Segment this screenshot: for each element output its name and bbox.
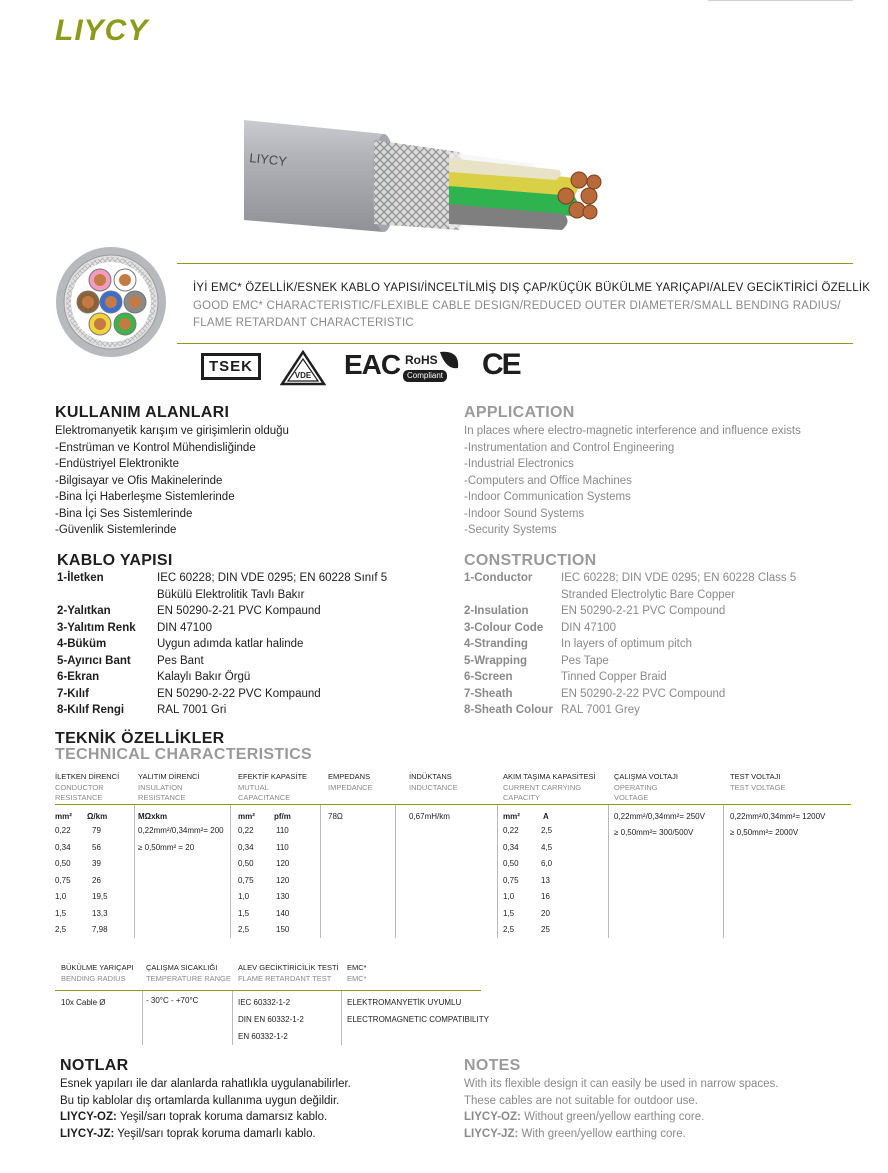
table-header: TEST VOLTAJI TEST VOLTAGE bbox=[730, 772, 786, 792]
unit-label: A bbox=[543, 812, 549, 821]
construction-row: 1-İletken IEC 60228; DIN VDE 0295; EN 60228 Sınıf 5 Bükülü Elektrolitik Tavlı Bakır bbox=[57, 572, 388, 601]
note-variant: LIYCY-JZ: With green/yellow earthing core. bbox=[464, 1127, 686, 1140]
insulation-value: 0,22mm²/0,34mm²= 200 bbox=[138, 826, 224, 835]
construction-heading-en: CONSTRUCTION bbox=[464, 552, 597, 569]
resistance-value: 7,98 bbox=[92, 925, 108, 934]
notes-tr bbox=[60, 1076, 351, 1142]
note-variant: LIYCY-OZ: Without green/yellow earthing core. bbox=[464, 1111, 705, 1123]
section-value: 0,50 bbox=[503, 859, 519, 868]
table-header: BÜKÜLME YARIÇAPI BENDING RADIUS bbox=[61, 963, 134, 983]
current-value: 2,5 bbox=[541, 826, 553, 835]
section-value: 0,34 bbox=[503, 842, 519, 852]
capacitance-value: 120 bbox=[276, 859, 290, 868]
table-header: İNDÜKTANS INDUCTANCE bbox=[409, 772, 458, 792]
list-item: In places where electro-magnetic interference and influence exists bbox=[464, 425, 801, 437]
list-item: -Industrial Electronics bbox=[464, 458, 574, 470]
rohs-logo: RoHS Compliant bbox=[402, 350, 464, 386]
cable-print-text: LIYCY bbox=[248, 150, 288, 169]
construction-row: 4-Büküm Uygun adımda katlar halinde bbox=[57, 638, 304, 650]
current-value: 25 bbox=[541, 925, 550, 934]
resistance-value: 39 bbox=[92, 859, 101, 868]
list-item: -Bilgisayar ve Ofis Makinelerinde bbox=[55, 474, 223, 487]
construction-heading-tr: KABLO YAPISI bbox=[57, 552, 173, 569]
notes-heading-en: NOTES bbox=[464, 1057, 521, 1074]
emc-value: ELECTROMAGNETIC COMPATIBILITY bbox=[347, 1015, 489, 1024]
construction-row: 5-Wrapping Pes Tape bbox=[464, 654, 609, 667]
resistance-value: 19,5 bbox=[92, 892, 108, 901]
table-header: ÇALIŞMA VOLTAJI OPERATING VOLTAGE bbox=[614, 772, 678, 802]
section-value: 0,50 bbox=[238, 859, 254, 868]
test-voltage-value: ≥ 0,50mm²= 2000V bbox=[730, 828, 799, 837]
list-item: -Endüstriyel Elektronikte bbox=[55, 458, 179, 470]
capacitance-value: 110 bbox=[276, 826, 289, 835]
insulation-value: ≥ 0,50mm² = 20 bbox=[138, 843, 195, 852]
product-title: LIYCY bbox=[55, 14, 149, 47]
unit-label: mm² bbox=[238, 812, 255, 821]
technical-heading-tr: TEKNİK ÖZELLİKLER bbox=[55, 730, 225, 747]
features-bottom-rule bbox=[177, 343, 853, 344]
resistance-value: 56 bbox=[92, 842, 101, 852]
list-item: -Bina İçi Haberleşme Sistemlerinde bbox=[55, 491, 235, 503]
construction-row: 8-Kılıf Rengi RAL 7001 Gri bbox=[57, 704, 227, 716]
usage-heading-tr: KULLANIM ALANLARI bbox=[55, 404, 230, 421]
temperature-value: - 30°C - +70°C bbox=[146, 996, 199, 1005]
note-line: Bu tip kablolar dış ortamlarda kullanıma uygun değildir. bbox=[60, 1094, 340, 1107]
capacitance-value: 120 bbox=[276, 875, 290, 885]
table-header: EFEKTİF KAPASİTE MUTUAL CAPACITANCE bbox=[238, 772, 308, 802]
vde-logo bbox=[280, 350, 326, 386]
capacitance-value: 140 bbox=[276, 908, 290, 918]
emc-value: ELEKTROMANYETİK UYUMLU bbox=[347, 998, 462, 1007]
note-line: Esnek yapıları ile dar alanlarda rahatlıkla uygulanabilirler. bbox=[60, 1078, 351, 1090]
section-value: 1,0 bbox=[55, 892, 67, 901]
capacitance-value: 130 bbox=[276, 892, 290, 901]
list-item: -Bina İçi Ses Sistemlerinde bbox=[55, 507, 193, 520]
capacitance-value: 110 bbox=[276, 842, 289, 852]
notes-en bbox=[464, 1076, 779, 1142]
section-value: 0,22 bbox=[55, 826, 71, 835]
resistance-value: 79 bbox=[92, 826, 101, 835]
section-value: 0,22 bbox=[503, 826, 519, 835]
section-value: 0,75 bbox=[55, 875, 71, 885]
note-variant: LIYCY-OZ: Yeşil/sarı toprak koruma damarsız kablo. bbox=[60, 1111, 328, 1123]
section-value: 1,0 bbox=[238, 892, 250, 901]
note-line: With its flexible design it can easily be used in narrow spaces. bbox=[464, 1078, 779, 1090]
flame-test-value: IEC 60332-1-2 bbox=[238, 998, 291, 1007]
usage-list-en bbox=[464, 423, 801, 539]
notes-heading-tr: NOTLAR bbox=[60, 1057, 129, 1074]
construction-row: 3-Yalıtım Renk DIN 47100 bbox=[57, 621, 212, 634]
capacitance-value: 150 bbox=[276, 925, 290, 934]
construction-row: 2-Insulation EN 50290-2-21 PVC Compound bbox=[464, 605, 726, 617]
impedance-value: 78Ω bbox=[328, 812, 343, 821]
resistance-value: 26 bbox=[92, 875, 101, 885]
technical-heading-en: TECHNICAL CHARACTERISTICS bbox=[55, 746, 312, 763]
list-item: -Instrumentation and Control Engineering bbox=[464, 441, 675, 454]
section-value: 0,75 bbox=[503, 875, 519, 885]
features-en: GOOD EMC* CHARACTERISTIC/FLEXIBLE CABLE DESIGN/REDUCED OUTER DIAMETER/SMALL BENDING RADIUS/ FLAME RETARDANT CHARACTERISTIC bbox=[193, 300, 841, 329]
section-value: 0,34 bbox=[55, 842, 71, 852]
inductance-value: 0,67mH/km bbox=[409, 812, 450, 821]
section-value: 1,0 bbox=[503, 892, 515, 901]
features-tr: İYİ EMC* ÖZELLİK/ESNEK KABLO YAPISI/İNCELTİLMİŞ DIŞ ÇAP/KÜÇÜK BÜKÜLME YARIÇAPI/ALEV GECİKTİRİCİ ÖZELLİK bbox=[193, 282, 871, 294]
table-header: ALEV GECİKTİRİCİLİK TESTİ FLAME RETARDANT TEST bbox=[238, 963, 339, 983]
unit-label: Ω/km bbox=[87, 812, 108, 821]
construction-row: 1-Conductor IEC 60228; DIN VDE 0295; EN 60228 Class 5 Stranded Electrolytic Bare Copper bbox=[464, 572, 797, 601]
construction-table-en bbox=[464, 570, 844, 719]
unit-label: mm² bbox=[503, 812, 520, 821]
resistance-value: 13,3 bbox=[92, 908, 108, 918]
tsek-logo: TSEK bbox=[201, 353, 261, 389]
construction-row: 2-Yalıtkan EN 50290-2-21 PVC Kompaund bbox=[57, 605, 321, 617]
construction-row: 5-Ayırıcı Bant Pes Bant bbox=[57, 654, 204, 667]
construction-row: 6-Screen Tinned Copper Braid bbox=[464, 671, 667, 683]
note-variant: LIYCY-JZ: Yeşil/sarı toprak koruma damarlı kablo. bbox=[60, 1127, 316, 1140]
unit-label: mm² bbox=[55, 812, 72, 821]
list-item: -Security Systems bbox=[464, 524, 557, 536]
top-divider bbox=[708, 0, 853, 1]
current-value: 16 bbox=[541, 892, 550, 901]
section-value: 2,5 bbox=[238, 925, 250, 934]
list-item: -Enstrüman ve Kontrol Mühendisliğinde bbox=[55, 441, 256, 454]
secondary-header-rule bbox=[55, 990, 481, 991]
section-value: 1,5 bbox=[238, 908, 250, 918]
cable-cross-section-illustration bbox=[55, 246, 167, 358]
list-item: -Indoor Sound Systems bbox=[464, 507, 585, 520]
features-top-rule bbox=[177, 263, 853, 264]
table-header: YALITIM DİRENCİ INSULATION RESISTANCE bbox=[138, 772, 200, 802]
section-value: 0,34 bbox=[238, 842, 254, 852]
usage-list-tr bbox=[55, 423, 289, 539]
table-header: EMPEDANS IMPEDANCE bbox=[328, 772, 373, 792]
section-value: 0,50 bbox=[55, 859, 71, 868]
flame-test-value: DIN EN 60332-1-2 bbox=[238, 1015, 304, 1024]
table-header: EMC* EMC* bbox=[347, 963, 367, 983]
current-value: 20 bbox=[541, 908, 550, 918]
list-item: -Indoor Communication Systems bbox=[464, 491, 631, 503]
ce-logo: CE bbox=[482, 348, 520, 381]
table-header: ÇALIŞMA SICAKLIĞI TEMPERATURE RANGE bbox=[146, 963, 231, 983]
test-voltage-value: 0,22mm²/0,34mm²= 1200V bbox=[730, 812, 826, 821]
current-value: 4,5 bbox=[541, 842, 553, 852]
section-value: 2,5 bbox=[503, 925, 515, 934]
section-value: 1,5 bbox=[503, 908, 515, 918]
operating-voltage-value: 0,22mm²/0,34mm²= 250V bbox=[614, 812, 705, 821]
flame-test-value: EN 60332-1-2 bbox=[238, 1032, 288, 1041]
unit-label: pf/m bbox=[274, 812, 291, 821]
note-line: These cables are not suitable for outdoor use. bbox=[464, 1094, 698, 1107]
construction-row: 6-Ekran Kalaylı Bakır Örgü bbox=[57, 671, 251, 683]
section-value: 2,5 bbox=[55, 925, 67, 934]
unit-label: MΩxkm bbox=[138, 812, 168, 821]
list-item: -Computers and Office Machines bbox=[464, 474, 632, 487]
construction-row: 7-Sheath EN 50290-2-22 PVC Compound bbox=[464, 687, 726, 700]
list-item: -Güvenlik Sistemlerinde bbox=[55, 524, 177, 536]
bending-radius-value: 10x Cable Ø bbox=[61, 998, 106, 1007]
construction-row: 4-Stranding In layers of optimum pitch bbox=[464, 638, 693, 650]
current-value: 6,0 bbox=[541, 859, 553, 868]
table-header: İLETKEN DİRENCİ CONDUCTOR RESISTANCE bbox=[55, 772, 120, 802]
eac-logo: EAC bbox=[344, 349, 401, 380]
usage-heading-en: APPLICATION bbox=[464, 404, 575, 421]
operating-voltage-value: ≥ 0,50mm²= 300/500V bbox=[614, 828, 694, 837]
list-item: Elektromanyetik karışım ve girişimlerin olduğu bbox=[55, 425, 289, 437]
construction-row: 8-Sheath Colour RAL 7001 Grey bbox=[464, 704, 640, 716]
construction-row: 7-Kılıf EN 50290-2-22 PVC Kompaund bbox=[57, 687, 321, 700]
section-value: 1,5 bbox=[55, 908, 67, 918]
cable-illustration bbox=[244, 112, 614, 257]
svg-text:VDE: VDE bbox=[294, 371, 312, 380]
current-value: 13 bbox=[541, 875, 550, 885]
construction-table-tr bbox=[57, 570, 417, 719]
section-value: 0,75 bbox=[238, 875, 254, 885]
table-header-rule bbox=[55, 804, 851, 805]
table-header: AKIM TAŞIMA KAPASİTESİ CURRENT CARRYING CAPACITY bbox=[503, 772, 596, 802]
construction-row: 3-Colour Code DIN 47100 bbox=[464, 621, 616, 634]
section-value: 0,22 bbox=[238, 826, 254, 835]
